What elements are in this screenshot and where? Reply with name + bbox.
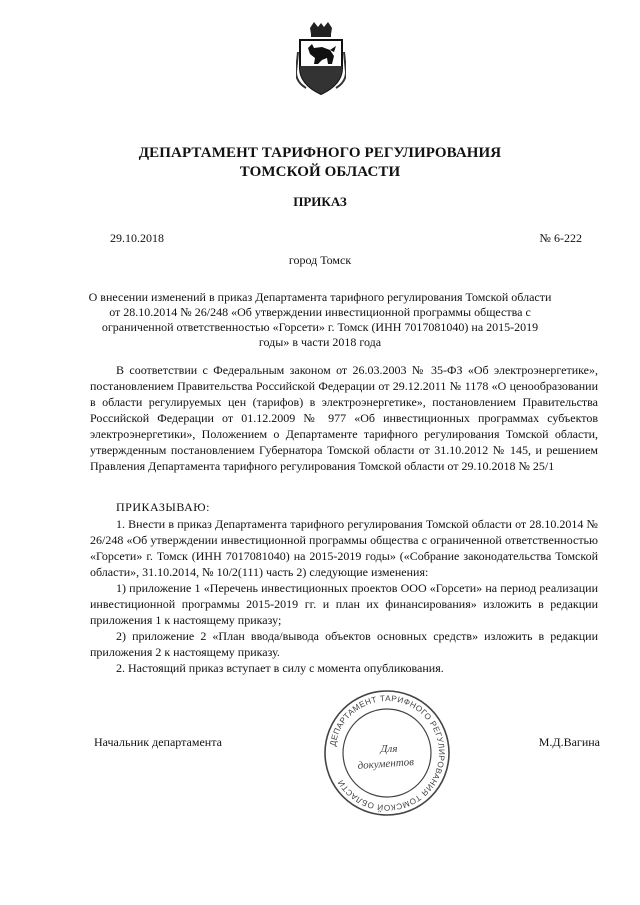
- order-item: 2) приложение 2 «План ввода/вывода объектов основных средств» изложить в редакции приложения 2 к настоящему приказу.: [90, 629, 598, 659]
- preamble-paragraph: [90, 362, 598, 474]
- signatory-position: Начальник департамента: [94, 735, 222, 749]
- preamble-text: В соответствии с Федеральным законом от 26.03.2003 № 35-ФЗ «Об электроэнергетике», постановлением Правительства Российской Федерации от 29.12.2011 № 1178 «О ценообразовании в области регулируемых цен (тарифов) в электроэнергетике», постановлением Правительства Российской Федерации от 01.12.2009 № 977 «Об инвестиционных программах субъектов электроэнергетики», Положением о Департаменте тарифного регулирования Томской области, утвержденным постановлением Губернатора Томской области от 31.10.2012 № 145, и решением Правления Департамента тарифного регулирования Томской области от 29.10.2018 № 25/1: [90, 363, 598, 473]
- tomsk-coat-of-arms-icon: [296, 22, 346, 100]
- decree-word: ПРИКАЗЫВАЮ:: [116, 500, 210, 514]
- stamp-ring-text: ДЕПАРТАМЕНТ ТАРИФНОГО РЕГУЛИРОВАНИЯ ТОМСКОЙ ОБЛАСТИ: [328, 693, 447, 813]
- stamp-line2: документов: [357, 756, 415, 772]
- order-city: город Томск: [288, 253, 352, 267]
- department-title-line2: ТОМСКОЙ ОБЛАСТИ: [239, 164, 401, 180]
- order-item: 1. Внести в приказ Департамента тарифного регулирования Томской области от 28.10.2014 № 26/248 «Об утверждении инвестиционной программы общества с ограниченной ответственностью «Горсети» г. Томск (ИНН 7017081040) на 2015-2019 годы» («Собрание законодательства Томской области», 31.10.2014, № 10/2(111) часть 2) следующие изменения:: [90, 517, 598, 579]
- order-title: ПРИКАЗ: [293, 194, 347, 209]
- order-items: [90, 516, 598, 676]
- order-item: 2. Настоящий приказ вступает в силу с момента опубликования.: [116, 661, 444, 675]
- order-subject: О внесении изменений в приказ Департамента тарифного регулирования Томской области от 28.10.2014 № 26/248 «Об утверждении инвестиционной программы общества с ограниченной ответственностью «Горсети» г. Томск (ИНН 7017081040) на 2015-2019 годы» в части 2018 года: [88, 290, 552, 349]
- order-item: 1) приложение 1 «Перечень инвестиционных проектов ООО «Горсети» на период реализации инвестиционной программы 2015-2019 гг. и план их финансирования» изложить в редакции приложения 1 к настоящему приказу;: [90, 581, 598, 627]
- official-stamp: [322, 688, 452, 818]
- order-date: 29.10.2018: [110, 231, 164, 245]
- department-title-line1: ДЕПАРТАМЕНТ ТАРИФНОГО РЕГУЛИРОВАНИЯ: [138, 145, 502, 161]
- stamp-line1: Для: [380, 743, 398, 755]
- order-number: № 6-222: [539, 231, 582, 245]
- signatory-name: М.Д.Вагина: [538, 735, 600, 749]
